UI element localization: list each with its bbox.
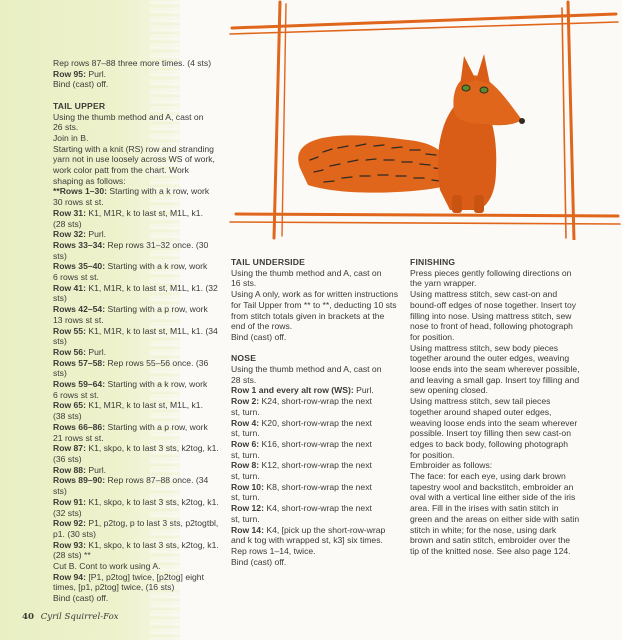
text-line: Using the thumb method and A, cast on (231, 267, 382, 278)
row-instruction: Row 6: K16, short-row-wrap the next (231, 438, 372, 449)
text-line: st, turn. (231, 513, 260, 524)
row-instruction: Rows 35–40: Starting with a k row, work (53, 261, 208, 272)
instructions-column-3 (410, 257, 585, 557)
text-line: 16 sts. (231, 278, 257, 289)
text-line: for Tail Upper from ** to **, deducting 10 sts (231, 299, 397, 310)
text-line: and leaving a small gap. Insert toy filling and (410, 374, 580, 385)
page-number: 40 (22, 612, 34, 622)
toy-photo (228, 0, 622, 240)
row-instruction: Row 10: K8, short-row-wrap the next (231, 481, 372, 492)
text-line: st, turn. (231, 471, 260, 482)
text-line: (28 sts) ** (53, 550, 91, 561)
text-line: st, turn. (231, 428, 260, 439)
text-line: times, [p1, p2tog] twice, (16 sts) (53, 582, 175, 593)
row-instruction: Row 87: K1, skpo, k to last 3 sts, k2tog, k1. (53, 443, 219, 454)
text-line: edges to back body, following photograph (410, 438, 568, 449)
text-line: Using A only, work as for written instructions (231, 289, 399, 300)
text-line: st, turn. (231, 406, 260, 417)
text-line: yarn not in use loosely across WS of work, (53, 154, 215, 165)
row-instruction: Row 55: K1, M1R, k to last st, M1L, k1. (34 sts) (53, 325, 218, 347)
text-line: 21 rows st st. (53, 432, 104, 443)
row-instruction: Row 93: K1, skpo, k to last 3 sts, k2tog, k1. (53, 539, 219, 550)
text-line: Using the thumb method and A, cast on (53, 111, 204, 122)
text-line: green and the areas on either side with satin (410, 513, 580, 524)
crayon-frame (230, 2, 620, 240)
page-footer (22, 612, 119, 622)
row-instruction: Row 31: K1, M1R, k to last st, M1L, k1. (53, 207, 203, 218)
text-line: Cut B. Cont to work using A. (53, 561, 161, 572)
row-instruction: **Rows 1–30: Starting with a k row, work (53, 186, 210, 197)
text-line: Using mattress stitch, sew body pieces (410, 342, 559, 353)
text-line: st, turn. (231, 492, 260, 503)
section-heading-nose: NOSE (231, 353, 257, 364)
text-line: bound-off edges of nose together. Insert toy (410, 299, 577, 310)
row-instruction: Row 92: P1, p2tog, p to last 3 sts, p2togtbl, (53, 518, 219, 529)
row-instruction: Row 88: Purl. (53, 464, 107, 475)
instructions-column-1 (53, 58, 223, 604)
text-line: tapestry wool and backstitch, embroider an (410, 481, 574, 492)
text-line: (36 sts) (53, 454, 82, 464)
row-instruction: Row 8: K12, short-row-wrap the next (231, 460, 372, 471)
section-heading-tail-underside: TAIL UNDERSIDE (231, 257, 306, 267)
text-line: Using mattress stitch, sew cast-on and (410, 289, 558, 300)
text-line: sew opening closed. (410, 385, 488, 396)
text-line: nose to front of head, following photograph (410, 321, 573, 332)
text-line: for position. (410, 449, 455, 460)
row-instruction: Row 4: K20, short-row-wrap the next (231, 417, 372, 428)
text-line: end of the rows. (231, 321, 293, 332)
text-line: and k tog with wrapped st, k3] six times. (231, 535, 383, 546)
text-line: Bind (cast) off. (53, 79, 109, 90)
row-instruction: Rows 89–90: Rep rows 87–88 once. (34 sts) (53, 475, 209, 497)
row-instruction: Row 2: K24, short-row-wrap the next (231, 396, 372, 407)
text-line: Bind (cast) off. (231, 556, 287, 567)
row-instruction: Rows 59–64: Starting with a k row, work (53, 379, 208, 390)
text-line: Starting with a knit (RS) row and stranding (53, 143, 214, 154)
text-line: the yarn wrapper. (410, 278, 477, 289)
row-instruction: Row 41: K1, M1R, k to last st, M1L, k1. (32 sts) (53, 282, 218, 304)
text-line: oval with a vertical line either side of the iris (410, 492, 576, 503)
row-instruction: Row 14: K4, [pick up the short-row-wrap (231, 524, 386, 535)
text-line: 13 rows st st. (53, 314, 104, 325)
text-line: (28 sts) (53, 218, 82, 229)
row-instruction: Rows 33–34: Rep rows 31–32 once. (30 sts) (53, 239, 209, 261)
text-line: together around shaped outer edges, (410, 406, 552, 417)
instructions-column-2 (231, 257, 401, 567)
text-line: loose ends into the seam wherever possible, (410, 364, 580, 375)
text-line: Join in B. (53, 132, 89, 143)
section-heading-tail-upper: TAIL UPPER (53, 100, 106, 111)
row-instruction: Rows 66–86: Starting with a p row, work (53, 421, 208, 432)
row-instruction: Row 91: K1, skpo, k to last 3 sts, k2tog, k1. (53, 496, 219, 507)
text-line: area. Fill in the irises with satin stitch in (410, 503, 559, 514)
text-line: 30 rows st st. (53, 197, 104, 208)
text-line: 6 rows st st. (53, 272, 99, 283)
text-line: from stitch totals given in brackets at the (231, 310, 385, 321)
text-line: together around the outer edges, weaving (410, 353, 570, 364)
row-instruction: Row 94: [P1, p2tog] twice, [p2tog] eight (53, 571, 204, 582)
text-line: p1. (30 sts) (53, 528, 96, 539)
text-line: Using the thumb method and A, cast on (231, 364, 382, 375)
text-line: 28 sts. (231, 374, 257, 385)
text-line: for position. (410, 331, 455, 342)
text-line: Rep rows 87–88 three more times. (4 sts) (53, 58, 212, 68)
text-line: weaving loose ends into the seam wherever (410, 417, 578, 428)
text-line: Rep rows 1–14, twice. (231, 545, 316, 556)
row-instruction: Row 56: Purl. (53, 346, 107, 357)
row-instruction: Rows 57–58: Rep rows 55–56 once. (36 sts) (53, 357, 209, 379)
text-line: Embroider as follows: (410, 460, 493, 471)
text-line: stitch in white; for the nose, using dark (410, 524, 557, 535)
text-line: shaping as follows: (53, 175, 126, 186)
text-line: (32 sts) (53, 507, 82, 518)
text-line: Bind (cast) off. (53, 593, 109, 604)
text-line: brown and satin stitch, embroider over the (410, 535, 571, 546)
text-line: 6 rows st st. (53, 389, 99, 400)
text-line: (38 sts) (53, 411, 82, 422)
row-instruction: Rows 42–54: Starting with a p row, work (53, 304, 208, 315)
squirrel-fox-toy (298, 54, 525, 213)
text-line: work color patt from the chart. Work (53, 165, 189, 176)
section-heading-finishing: FINISHING (410, 257, 456, 267)
text-line: filling into nose. Using mattress stitch, sew (410, 310, 572, 321)
row-instruction: Row 1 and every alt row (WS): Purl. (231, 385, 374, 396)
text-line: Press pieces gently following directions on (410, 267, 572, 278)
text-line: Row 95: Purl. (53, 68, 107, 79)
row-instruction: Row 32: Purl. (53, 229, 107, 240)
text-line: Using mattress stitch, sew tail pieces (410, 396, 551, 407)
text-line: 26 sts. (53, 122, 79, 133)
text-line: st, turn. (231, 449, 260, 460)
row-instruction: Row 12: K4, short-row-wrap the next (231, 503, 372, 514)
row-instruction: Row 65: K1, M1R, k to last st, M1L, k1. (53, 400, 203, 411)
text-line: possible. Insert toy filling then sew cast-on (410, 428, 571, 439)
text-line: Bind (cast) off. (231, 331, 287, 342)
footer-title: Cyril Squirrel-Fox (40, 612, 119, 622)
text-line: tip of the knitted nose. See also page 124. (410, 545, 571, 556)
text-line: The face: for each eye, using dark brown (410, 471, 566, 482)
